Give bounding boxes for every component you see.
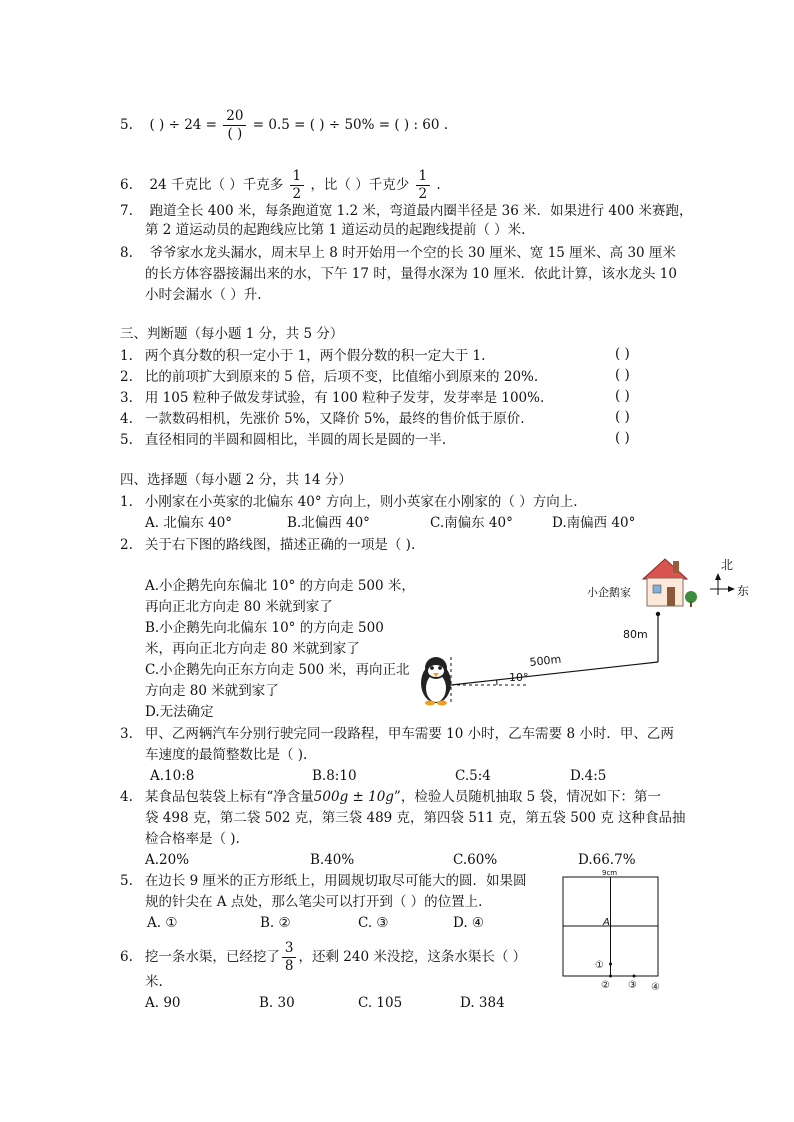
home-label: 小企鹅家	[587, 586, 631, 599]
q6-fraction-2: $\frac{1}{2}$	[416, 168, 431, 203]
judge-blank[interactable]: ( )	[615, 346, 630, 362]
choice-option[interactable]: A. ①	[147, 915, 178, 931]
choice-option[interactable]: A. 北偏东 40°	[145, 515, 233, 531]
choice-option-cont: 米，再向正北方向走 80 米就到家了	[145, 641, 360, 657]
square-diagram	[560, 866, 670, 996]
house-icon	[643, 559, 697, 607]
choice-option[interactable]: B. ②	[260, 915, 291, 931]
choice-option[interactable]: C.60%	[453, 852, 498, 868]
point-a-label: A	[603, 917, 610, 928]
choice-q4-line2: 袋 498 克，第二袋 502 克，第三袋 489 克，第四袋 511 克，第五袋 500 克 这种食品抽	[145, 810, 686, 826]
judge-item: 3. 用 105 粒种子做发芽试验，有 100 粒种子发芽，发芽率是 100%.	[120, 390, 545, 406]
choice-option[interactable]: B. 30	[259, 995, 295, 1011]
choice-option[interactable]: C.南偏东 40°	[430, 515, 513, 531]
choice-q5-line2: 规的针尖在 A 点处，那么笔尖可以打开到（ ）的位置上.	[145, 894, 483, 910]
fill-q8-line1: 8. 爷爷家水龙头漏水，周末早上 8 时开始用一个空的长 30 厘米、宽 15 厘米、高 30 厘米	[120, 245, 676, 261]
choice-option[interactable]: B.北偏西 40°	[287, 515, 370, 531]
choice-option[interactable]: C. ③	[358, 915, 389, 931]
fill-q8-line2: 的长方体容器接漏出来的水，下午 17 时，量得水深为 10 厘米．依此计算，该水龙头 10	[145, 266, 677, 282]
choice-option[interactable]: B.小企鹅先向北偏东 10° 的方向走 500	[145, 620, 384, 636]
mark-3-label: ③	[628, 980, 637, 991]
judge-blank[interactable]: ( )	[615, 388, 630, 404]
choice-q5-line1: 5. 在边长 9 厘米的正方形纸上，用圆规切取尽可能大的圆．如果圆	[120, 873, 527, 889]
judge-item: 5. 直径相同的半圆和圆相比，半圆的周长是圆的一半.	[120, 432, 447, 448]
mark-1-point	[609, 963, 612, 966]
choice-q4-line1: 4. 某食品包装袋上标有“净含量500g ± 10g”，检验人员随机抽取 5 袋，情况如下：第一	[120, 789, 661, 805]
compass-icon	[710, 573, 735, 595]
fill-q5	[120, 108, 448, 143]
choice-q3-line2: 车速度的最简整数比是（ ).	[145, 747, 308, 763]
angle-label: 10°	[509, 671, 529, 684]
choice-option[interactable]: A.20%	[145, 852, 190, 868]
choice-option[interactable]: C.小企鹅先向正东方向走 500 米，再向正北	[145, 662, 410, 678]
choice-option[interactable]: B.8:10	[312, 768, 357, 784]
mark-4-label: ④	[651, 982, 660, 993]
judge-item: 1. 两个真分数的积一定小于 1，两个假分数的积一定大于 1.	[120, 348, 486, 364]
fill-q6: 6. 24 千克比（ ）千克多 $\frac{1}{2}$ ，比（ ）千克少 $\frac{1}{2}$ .	[120, 168, 441, 202]
choice-option[interactable]: D. 384	[460, 995, 505, 1011]
net-content-formula: 500g ± 10g	[313, 789, 394, 805]
judge-item: 2. 比的前项扩大到原来的 5 倍，后项不变，比值缩小到原来的 20%.	[120, 369, 539, 385]
mark-3-point	[633, 975, 636, 978]
choice-option[interactable]: D.66.7%	[578, 852, 636, 868]
choice-option[interactable]: D.4:5	[570, 768, 607, 784]
side-length-label: 9cm	[602, 869, 618, 877]
choice-option-cont: 再向正北方向走 80 米就到家了	[145, 599, 333, 615]
choice-q2: 2. 关于右下图的路线图，描述正确的一项是（ ).	[120, 537, 416, 553]
choice-q1: 1. 小刚家在小英家的北偏东 40° 方向上，则小英家在小刚家的（ ）方向上.	[120, 494, 578, 510]
choice-q6-line2: 米.	[145, 974, 163, 990]
q5-left-text: ( ) ÷ 24 =	[149, 117, 217, 133]
choice-option[interactable]: D. ④	[453, 915, 485, 931]
distance-500m: 500m	[528, 652, 562, 669]
penguin-icon	[421, 657, 451, 706]
judge-heading: 三、判断题（每小题 1 分，共 5 分）	[120, 326, 344, 342]
mark-1-label: ①	[595, 960, 604, 971]
choice-option-cont: 方向走 80 米就到家了	[145, 683, 279, 699]
judge-blank[interactable]: ( )	[615, 430, 630, 446]
choice-q3-line1: 3. 甲、乙两辆汽车分别行驶完同一段路程，甲车需要 10 小时，乙车需要 8 小时．甲、乙两	[120, 726, 674, 742]
fill-q8-line3: 小时会漏水（ ）升.	[145, 287, 262, 303]
mark-2-label: ②	[601, 980, 610, 991]
choice-option[interactable]: D.南偏西 40°	[552, 515, 636, 531]
choice-q4-line3: 检合格率是（ ).	[145, 831, 240, 847]
mark-2-point	[609, 975, 612, 978]
judge-item: 4. 一款数码相机，先涨价 5%，又降价 5%，最终的售价低于原价.	[120, 411, 525, 427]
choice-option[interactable]: D.无法确定	[145, 704, 214, 720]
q5-fraction: $\frac{20}{( )}$	[223, 108, 246, 143]
choice-option[interactable]: B.40%	[310, 852, 355, 868]
choice-option[interactable]: A.10:8	[150, 768, 195, 784]
question-number: 5.	[120, 117, 133, 133]
judge-blank[interactable]: ( )	[615, 409, 630, 425]
fill-q7-line2: 第 2 道运动员的起跑线应比第 1 道运动员的起跑线提前（ ）米.	[145, 222, 526, 238]
choice-q6-line1: 6. 挖一条水渠，已经挖了 $\frac{3}{8}$ ，还剩 240 米没挖，这条水渠长（ ）	[120, 940, 527, 974]
q6-fraction: $\frac{3}{8}$	[282, 940, 297, 975]
choice-option[interactable]: C. 105	[358, 995, 403, 1011]
q5-right-text: = 0.5 = ( ) ÷ 50% = ( ) : 60 .	[252, 117, 449, 133]
distance-80m: 80m	[623, 628, 648, 641]
route-diagram	[415, 545, 760, 715]
judge-blank[interactable]: ( )	[615, 367, 630, 383]
q6-fraction-1: $\frac{1}{2}$	[290, 168, 305, 203]
choice-heading: 四、选择题（每小题 2 分，共 14 分）	[120, 472, 352, 488]
north-label: 北	[721, 558, 734, 572]
fill-q7-line1: 7. 跑道全长 400 米，每条跑道宽 1.2 米，弯道最内圈半径是 36 米．如果进行 400 米赛跑，	[120, 203, 693, 219]
east-label: 东	[737, 584, 750, 598]
choice-option[interactable]: A.小企鹅先向东偏北 10° 的方向走 500 米，	[145, 578, 415, 594]
choice-option[interactable]: C.5:4	[455, 768, 491, 784]
choice-option[interactable]: A. 90	[145, 995, 181, 1011]
